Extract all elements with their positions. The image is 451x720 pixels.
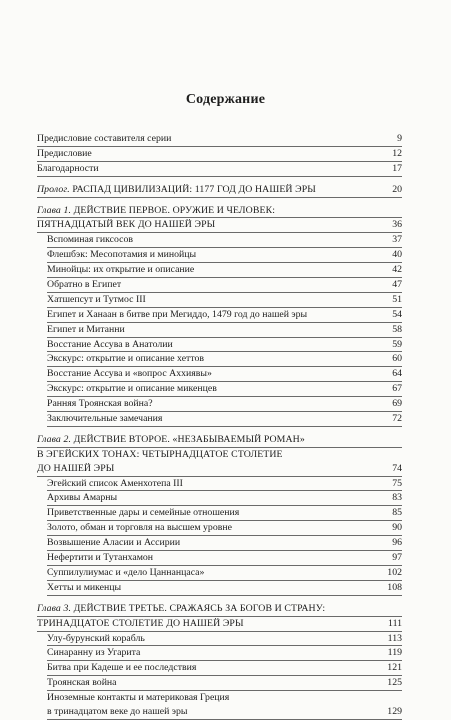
toc-entry-page: 59: [392, 338, 402, 350]
toc-subentry[interactable]: [47, 632, 402, 647]
toc-subentry[interactable]: [47, 646, 402, 661]
toc-entry-title: Эгейский список Аменхотепа III: [47, 477, 183, 489]
toc-subentry[interactable]: [47, 382, 402, 397]
toc-entry-title: Суппилулиумас и «дело Цаннанцаса»: [47, 566, 205, 578]
toc-entry-page: 9: [397, 133, 402, 144]
toc-subentry[interactable]: [47, 233, 402, 248]
toc-entry-title: Предисловие составителя серии: [37, 133, 172, 144]
toc-subentry[interactable]: [47, 293, 402, 308]
toc-entry-page: 119: [387, 647, 402, 659]
table-of-contents: [37, 132, 402, 720]
toc-entry-page: 58: [392, 323, 402, 335]
toc-entry-page: 12: [392, 147, 402, 159]
toc-chapter-1-heading-cont[interactable]: [37, 218, 402, 233]
toc-entry-page: 111: [388, 617, 402, 629]
chapter-title-line: ДО НАШЕЙ ЭРЫ: [37, 462, 115, 474]
toc-entry-title: Заключительные замечания: [47, 413, 163, 425]
toc-entry-page: 67: [392, 383, 402, 395]
toc-entry-page: 121: [387, 662, 402, 674]
toc-entry-page: 40: [392, 249, 402, 261]
toc-entry-page: 20: [392, 183, 402, 195]
toc-entry-title: Восстание Ассува в Анатолии: [47, 338, 173, 350]
chapter-title-line: ПЯТНАДЦАТЫЙ ВЕК ДО НАШЕЙ ЭРЫ: [37, 219, 216, 231]
prologue-label: Пролог.: [37, 183, 70, 195]
toc-chapter-3-heading[interactable]: [37, 602, 402, 617]
toc-chapter-1-heading[interactable]: [37, 204, 402, 219]
toc-entry-title: Обратно в Египет: [47, 279, 122, 291]
toc-entry-page: 74: [392, 462, 402, 474]
toc-entry-title: Хатшепсут и Тутмос III: [47, 293, 146, 305]
toc-subentry[interactable]: [47, 323, 402, 338]
chapter-title-line: В ЭГЕЙСКИХ ТОНАХ: ЧЕТЫРНАДЦАТОЕ СТОЛЕТИЕ: [37, 448, 283, 460]
toc-subentry[interactable]: [47, 581, 402, 596]
toc-subentry[interactable]: [47, 477, 402, 492]
toc-entry-title: Улу-бурунский корабль: [47, 632, 145, 644]
toc-entry-page: 72: [392, 413, 402, 425]
toc-entry[interactable]: [37, 147, 402, 162]
toc-entry-title: Египет и Митанни: [47, 323, 125, 335]
toc-subentry[interactable]: [47, 691, 402, 705]
toc-entry-page: 37: [392, 234, 402, 246]
toc-subentry[interactable]: [47, 248, 402, 263]
toc-entry-page: 64: [392, 368, 402, 380]
toc-subentry[interactable]: [47, 308, 402, 323]
toc-entry-page: 129: [387, 705, 402, 717]
toc-chapter-3-heading-cont[interactable]: [37, 617, 402, 632]
toc-entry-title: Приветственные дары и семейные отношения: [47, 507, 240, 519]
toc-subentry[interactable]: [47, 536, 402, 551]
toc-entry-page: 60: [392, 353, 402, 365]
toc-subentry[interactable]: [47, 338, 402, 353]
toc-entry[interactable]: [37, 162, 402, 177]
toc-entry-title: Иноземные контакты и материковая Греция: [47, 692, 230, 704]
toc-entry[interactable]: [37, 132, 402, 147]
toc-entry-title: Восстание Ассува и «вопрос Аххиявы»: [47, 368, 212, 380]
toc-entry-title: Экскурс: открытие и описание микенцев: [47, 383, 217, 395]
toc-entry-title: Битва при Кадеше и ее последствия: [47, 662, 197, 674]
toc-entry-page: 102: [387, 566, 402, 578]
chapter-label: Глава 1.: [37, 204, 72, 216]
toc-entry-page: 54: [392, 308, 402, 320]
chapter-label: Глава 2.: [37, 433, 72, 445]
toc-entry-page: 83: [392, 492, 402, 504]
chapter-label: Глава 3.: [37, 602, 72, 614]
toc-entry-page: 125: [387, 677, 402, 689]
toc-subentry[interactable]: [47, 521, 402, 536]
toc-subentry[interactable]: [47, 661, 402, 676]
chapter-title-line: ДЕЙСТВИЕ ВТОРОЕ. «НЕЗАБЫВАЕМЫЙ РОМАН»: [71, 433, 305, 445]
toc-entry-title: Синаранну из Угарита: [47, 647, 141, 659]
toc-entry-title: Золото, обман и торговля на высшем уровне: [47, 522, 232, 534]
toc-entry-title: Экскурс: открытие и описание хеттов: [47, 353, 205, 365]
toc-subentry[interactable]: [47, 412, 402, 427]
toc-entry-title: Нефертити и Тутанхамон: [47, 552, 154, 564]
toc-subentry[interactable]: [47, 278, 402, 293]
toc-entry-title: Возвышение Аласии и Ассирии: [47, 537, 181, 549]
toc-entry-page: 108: [387, 581, 402, 593]
toc-entry-title: Флешбэк: Месопотамия и минойцы: [47, 249, 197, 261]
toc-entry-page: 113: [387, 632, 402, 644]
prologue-title: РАСПАД ЦИВИЛИЗАЦИЙ: 1177 ГОД ДО НАШЕЙ ЭРЫ: [69, 183, 316, 195]
toc-entry-title: Предисловие: [37, 147, 92, 159]
toc-entry-page: 97: [392, 552, 402, 564]
toc-chapter-2-heading-cont[interactable]: [37, 448, 402, 462]
toc-entry-title: Ранняя Троянская война?: [47, 398, 153, 410]
toc-entry-page: 96: [392, 537, 402, 549]
toc-subentry[interactable]: [47, 367, 402, 382]
toc-entry-title: Троянская война: [47, 677, 117, 689]
toc-entry-page: 69: [392, 398, 402, 410]
toc-entry-title: Минойцы: их открытие и описание: [47, 264, 195, 276]
chapter-title-line: ТРИНАДЦАТОЕ СТОЛЕТИЕ ДО НАШЕЙ ЭРЫ: [37, 617, 244, 629]
toc-entry-page: 85: [392, 507, 402, 519]
toc-entry-title: Египет и Ханаан в битве при Мегиддо, 1479 год до нашей эры: [47, 308, 308, 320]
toc-subentry[interactable]: [47, 352, 402, 367]
toc-entry-title: Благодарности: [37, 162, 99, 174]
toc-chapter-2-heading[interactable]: [37, 433, 402, 448]
toc-subentry[interactable]: [47, 705, 402, 720]
toc-subentry[interactable]: [47, 551, 402, 566]
toc-entry-title: Архивы Амарны: [47, 492, 118, 504]
toc-entry-page: 36: [392, 219, 402, 231]
chapter-title-line: ДЕЙСТВИЕ ТРЕТЬЕ. СРАЖАЯСЬ ЗА БОГОВ И СТРАНУ:: [71, 602, 326, 614]
toc-prologue[interactable]: [37, 183, 402, 198]
toc-entry-title: Вспоминая гиксосов: [47, 234, 133, 246]
toc-subentry[interactable]: [47, 506, 402, 521]
toc-entry-page: 75: [392, 477, 402, 489]
chapter-title-line: ДЕЙСТВИЕ ПЕРВОЕ. ОРУЖИЕ И ЧЕЛОВЕК:: [71, 204, 276, 216]
toc-entry-page: 42: [392, 264, 402, 276]
toc-chapter-2-heading-cont[interactable]: [37, 462, 402, 477]
toc-subentry[interactable]: [47, 491, 402, 506]
page-title: Содержание: [185, 92, 266, 107]
toc-entry-page: 90: [392, 522, 402, 534]
toc-subentry[interactable]: [47, 566, 402, 581]
toc-entry-title: Хетты и микенцы: [47, 581, 122, 593]
toc-subentry[interactable]: [47, 263, 402, 278]
toc-entry-page: 17: [392, 162, 402, 174]
toc-subentry[interactable]: [47, 397, 402, 412]
toc-entry-page: 47: [392, 279, 402, 291]
toc-subentry[interactable]: [47, 676, 402, 691]
toc-entry-title: в тринадцатом веке до нашей эры: [47, 705, 188, 717]
toc-entry-page: 51: [392, 293, 402, 305]
